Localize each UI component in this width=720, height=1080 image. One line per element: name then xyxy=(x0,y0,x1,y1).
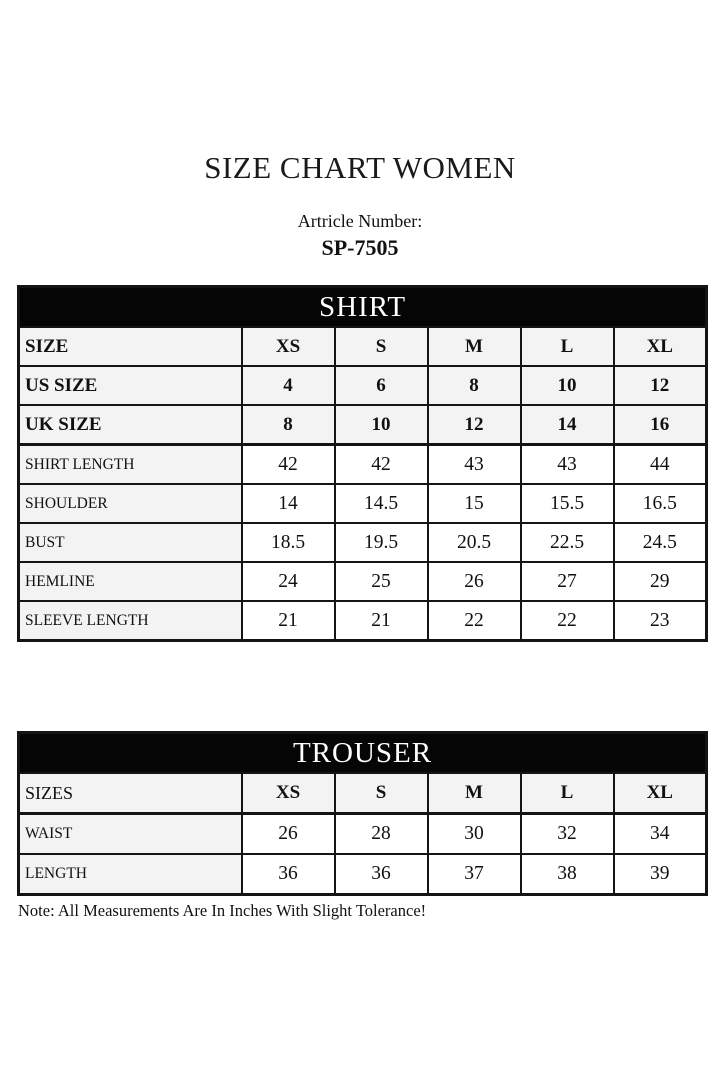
value-cell: 14 xyxy=(242,484,335,523)
value-cell: 44 xyxy=(614,445,707,485)
value-cell: 15.5 xyxy=(521,484,614,523)
value-cell: 10 xyxy=(521,366,614,405)
value-cell: 42 xyxy=(242,445,335,485)
value-cell: 4 xyxy=(242,366,335,405)
value-cell: 14.5 xyxy=(335,484,428,523)
value-cell: 12 xyxy=(428,405,521,445)
value-cell: 43 xyxy=(428,445,521,485)
row-label-cell: SLEEVE LENGTH xyxy=(19,601,242,641)
value-cell: 30 xyxy=(428,814,521,855)
value-cell: 28 xyxy=(335,814,428,855)
table-row xyxy=(19,601,707,641)
value-cell: 34 xyxy=(614,814,707,855)
page-title: SIZE CHART WOMEN xyxy=(204,150,516,185)
table-row xyxy=(19,773,707,814)
value-cell: 14 xyxy=(521,405,614,445)
value-cell: 10 xyxy=(335,405,428,445)
value-cell: 24.5 xyxy=(614,523,707,562)
value-cell: 36 xyxy=(335,854,428,895)
value-cell: L xyxy=(521,773,614,814)
value-cell: XL xyxy=(614,327,707,366)
value-cell: 18.5 xyxy=(242,523,335,562)
value-cell: 25 xyxy=(335,562,428,601)
value-cell: 16.5 xyxy=(614,484,707,523)
row-label-cell: US SIZE xyxy=(19,366,242,405)
shirt-size-table xyxy=(17,285,708,642)
value-cell: 21 xyxy=(242,601,335,641)
value-cell: S xyxy=(335,327,428,366)
table-row xyxy=(19,854,707,895)
table-row xyxy=(19,814,707,855)
value-cell: 15 xyxy=(428,484,521,523)
value-cell: 42 xyxy=(335,445,428,485)
value-cell: 20.5 xyxy=(428,523,521,562)
row-label-cell: LENGTH xyxy=(19,854,242,895)
value-cell: 22 xyxy=(521,601,614,641)
value-cell: S xyxy=(335,773,428,814)
shirt-table-title: SHIRT xyxy=(19,287,707,328)
value-cell: M xyxy=(428,773,521,814)
value-cell: XS xyxy=(242,327,335,366)
table-row xyxy=(19,523,707,562)
row-label-cell: HEMLINE xyxy=(19,562,242,601)
table-row xyxy=(19,562,707,601)
value-cell: 29 xyxy=(614,562,707,601)
value-cell: 26 xyxy=(428,562,521,601)
table-row xyxy=(19,327,707,366)
table-row xyxy=(19,445,707,485)
article-number-label: Artricle Number: xyxy=(297,211,423,231)
value-cell: 12 xyxy=(614,366,707,405)
value-cell: XS xyxy=(242,773,335,814)
value-cell: 37 xyxy=(428,854,521,895)
table-row xyxy=(19,405,707,445)
value-cell: 36 xyxy=(242,854,335,895)
value-cell: 26 xyxy=(242,814,335,855)
measurements-note: Note: All Measurements Are In Inches With Slight Tolerance! xyxy=(18,901,427,920)
value-cell: 32 xyxy=(521,814,614,855)
row-label-cell: SIZE xyxy=(19,327,242,366)
article-number-value: SP-7505 xyxy=(321,235,399,260)
trouser-table-title: TROUSER xyxy=(19,733,707,774)
row-label-cell: BUST xyxy=(19,523,242,562)
value-cell: XL xyxy=(614,773,707,814)
value-cell: 6 xyxy=(335,366,428,405)
row-label-cell: SHIRT LENGTH xyxy=(19,445,242,485)
row-label-cell: UK SIZE xyxy=(19,405,242,445)
value-cell: L xyxy=(521,327,614,366)
row-label-cell: SIZES xyxy=(19,773,242,814)
value-cell: 27 xyxy=(521,562,614,601)
value-cell: 8 xyxy=(428,366,521,405)
value-cell: 19.5 xyxy=(335,523,428,562)
value-cell: 21 xyxy=(335,601,428,641)
trouser-size-table xyxy=(17,731,708,896)
value-cell: M xyxy=(428,327,521,366)
row-label-cell: WAIST xyxy=(19,814,242,855)
table-row xyxy=(19,484,707,523)
table-row xyxy=(19,287,707,328)
value-cell: 8 xyxy=(242,405,335,445)
value-cell: 23 xyxy=(614,601,707,641)
table-row xyxy=(19,733,707,774)
value-cell: 22 xyxy=(428,601,521,641)
value-cell: 24 xyxy=(242,562,335,601)
value-cell: 43 xyxy=(521,445,614,485)
value-cell: 38 xyxy=(521,854,614,895)
table-row xyxy=(19,366,707,405)
value-cell: 22.5 xyxy=(521,523,614,562)
value-cell: 16 xyxy=(614,405,707,445)
row-label-cell: SHOULDER xyxy=(19,484,242,523)
value-cell: 39 xyxy=(614,854,707,895)
